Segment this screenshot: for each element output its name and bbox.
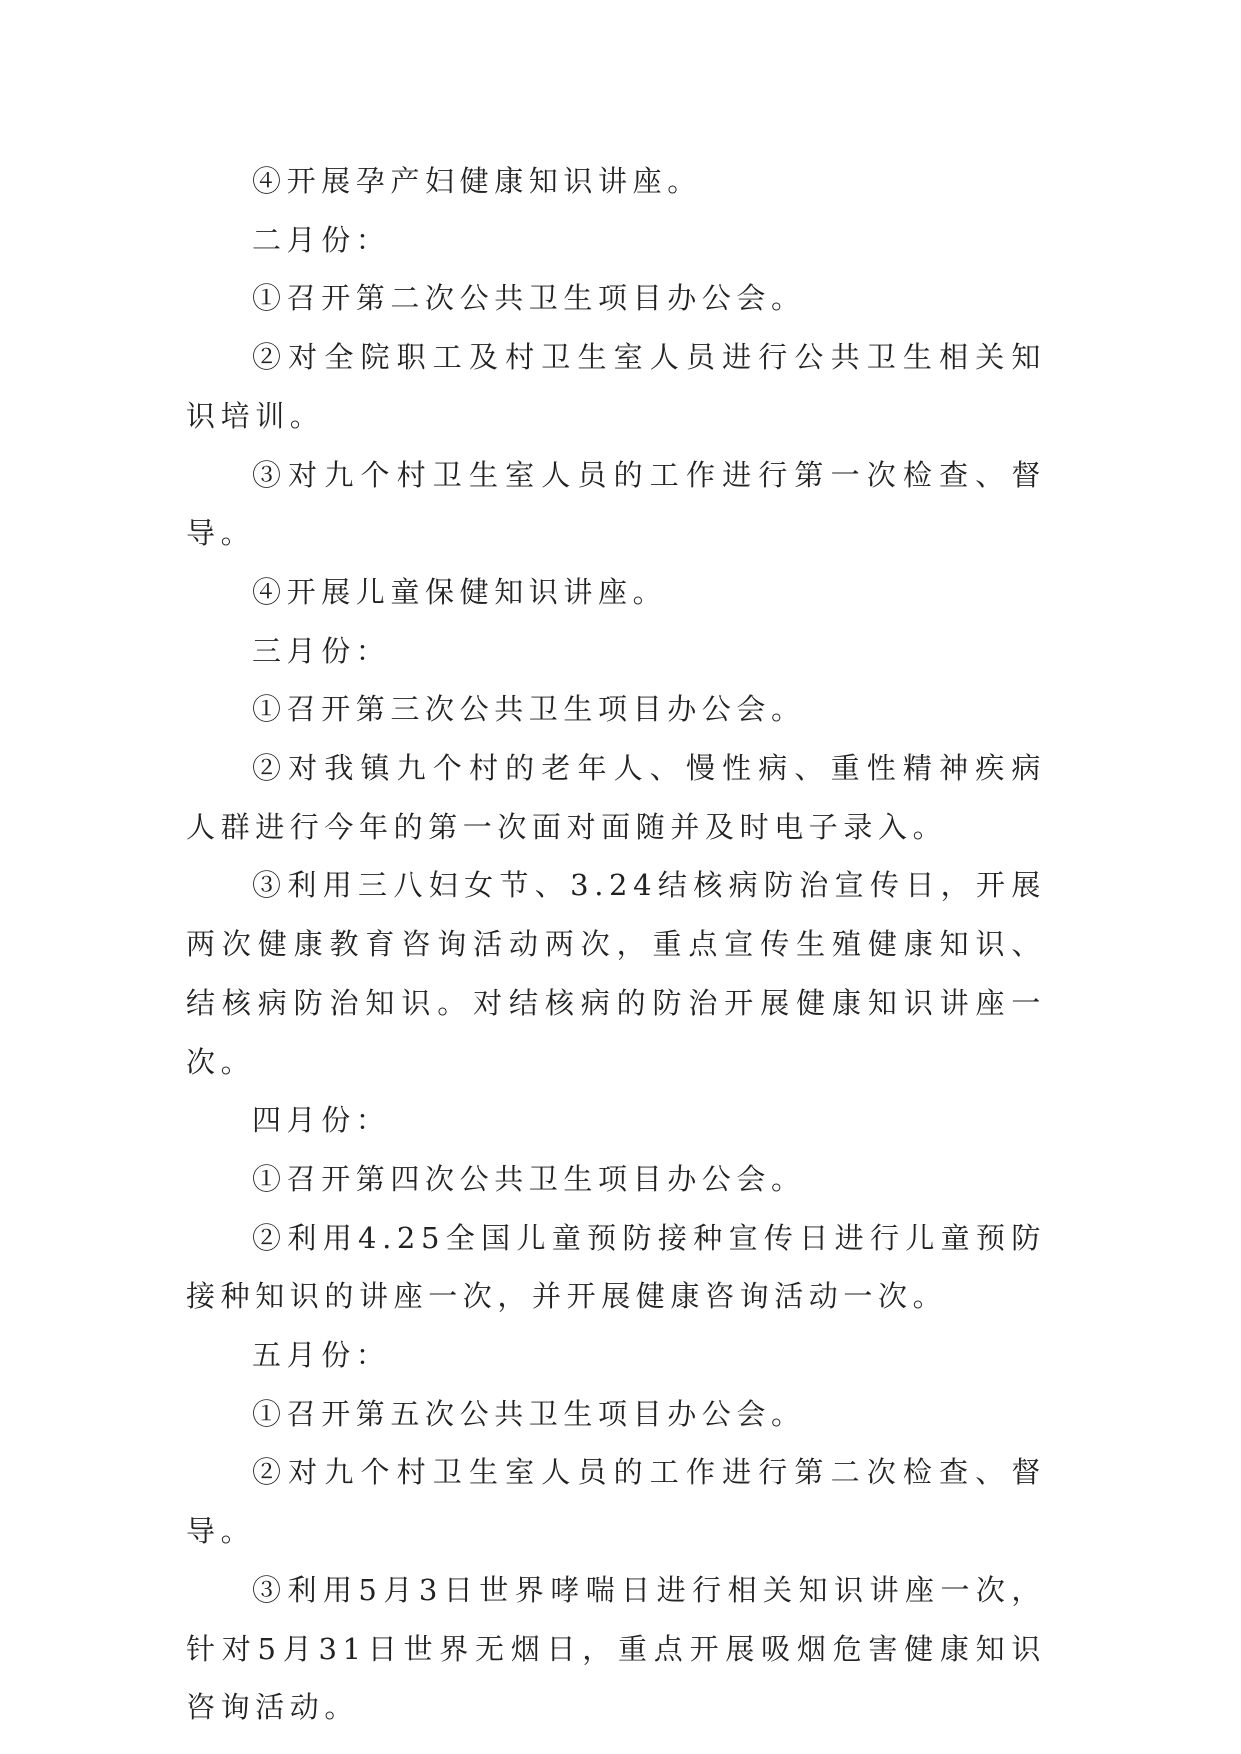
- document-body: [186, 152, 1046, 1737]
- paragraph-feb-item-3: ③对九个村卫生室人员的工作进行第一次检查、督导。: [186, 457, 1046, 551]
- paragraph-may-item-3: ③利用5月3日世界哮喘日进行相关知识讲座一次，针对5月31日世界无烟日，重点开展吸烟危害健康知识咨询活动。: [186, 1572, 1046, 1725]
- heading-may: 五月份：: [252, 1338, 391, 1373]
- paragraph-apr-item-1: ①召开第四次公共卫生项目办公会。: [252, 1161, 806, 1196]
- heading-april: 四月份：: [252, 1103, 391, 1138]
- heading-february: 二月份：: [252, 222, 391, 257]
- paragraph-may-item-1: ①召开第五次公共卫生项目办公会。: [252, 1396, 806, 1431]
- paragraph-feb-item-1: ①召开第二次公共卫生项目办公会。: [252, 281, 806, 316]
- paragraph-mar-item-2: ②对我镇九个村的老年人、慢性病、重性精神疾病人群进行今年的第一次面对面随并及时电子录入。: [186, 751, 1046, 844]
- paragraph-item-4-lecture-maternal: ④开展孕产妇健康知识讲座。: [252, 164, 702, 198]
- heading-march: 三月份：: [252, 633, 391, 668]
- paragraph-apr-item-2: ②利用4.25全国儿童预防接种宣传日进行儿童预防接种知识的讲座一次，并开展健康咨询活动一次。: [186, 1220, 1046, 1314]
- paragraph-feb-item-2: ②对全院职工及村卫生室人员进行公共卫生相关知识培训。: [186, 340, 1046, 433]
- paragraph-mar-item-3: ③利用三八妇女节、3.24结核病防治宣传日，开展两次健康教育咨询活动两次，重点宣传生殖健康知识、结核病防治知识。对结核病的防治开展健康知识讲座一次。: [186, 868, 1046, 1079]
- paragraph-may-item-2: ②对九个村卫生室人员的工作进行第二次检查、督导。: [186, 1455, 1046, 1549]
- paragraph-mar-item-1: ①召开第三次公共卫生项目办公会。: [252, 692, 806, 727]
- paragraph-feb-item-4: ④开展儿童保健知识讲座。: [252, 574, 668, 609]
